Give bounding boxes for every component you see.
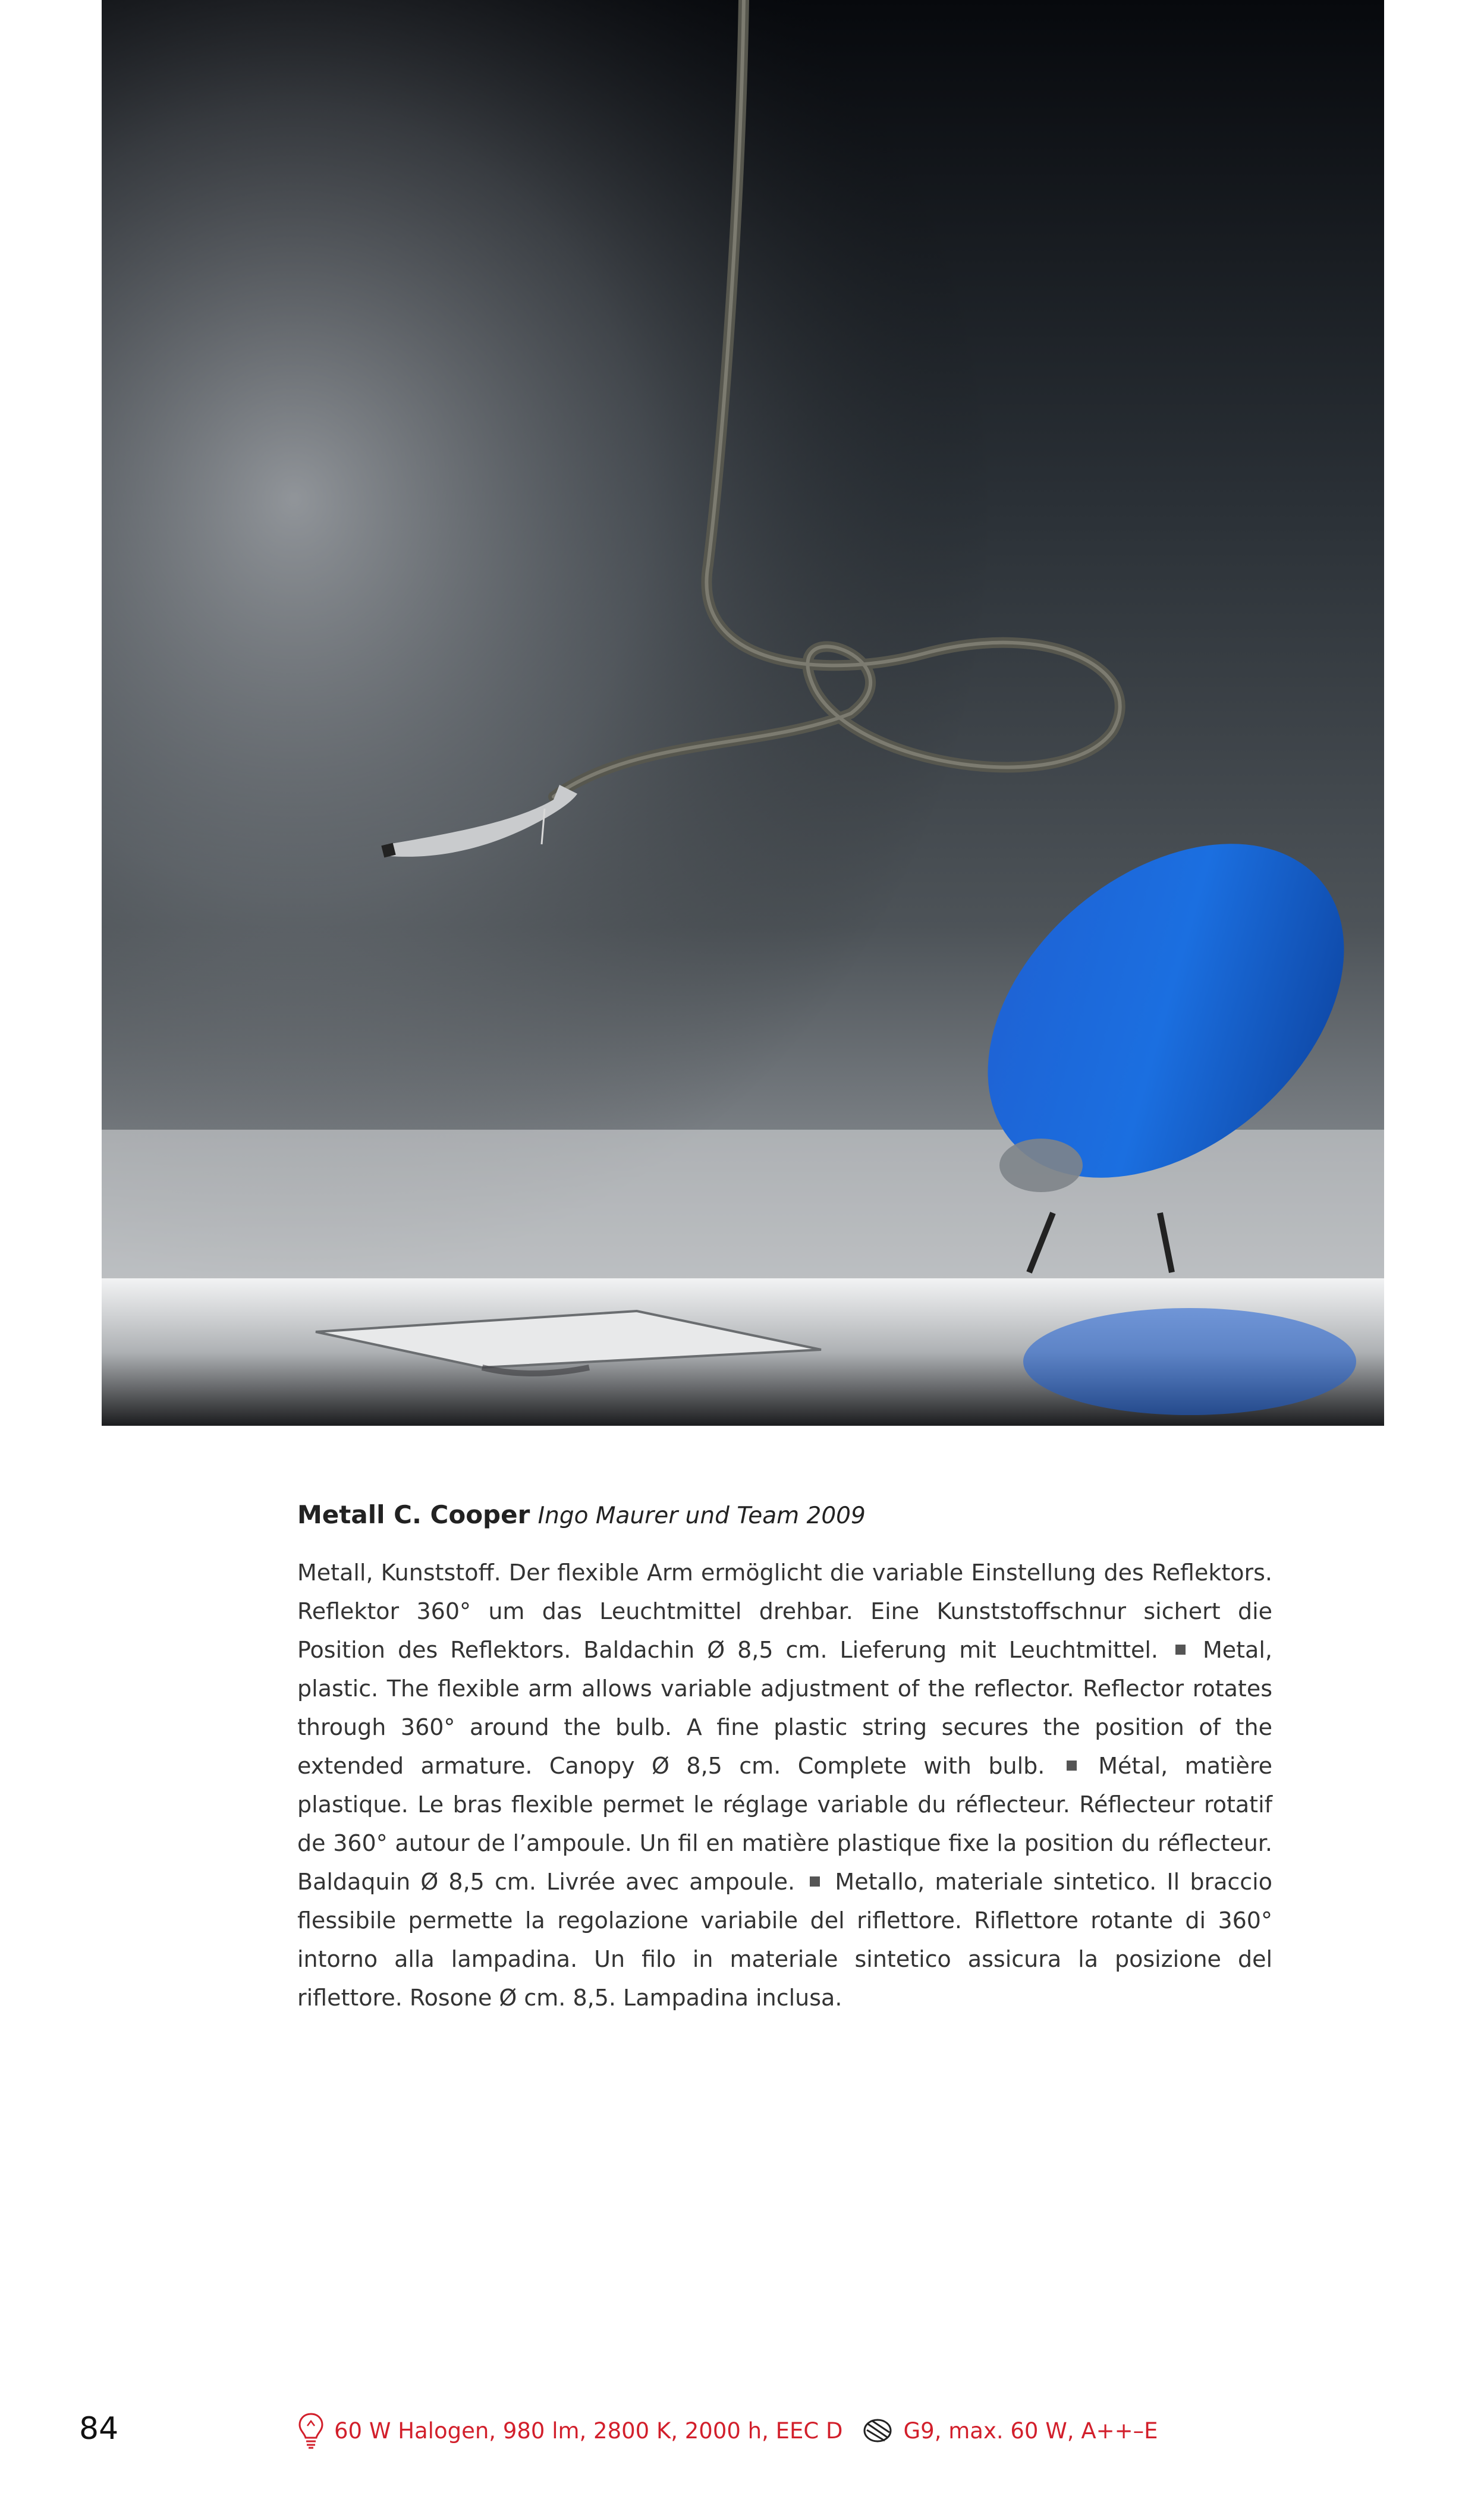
lamp-scene-illustration xyxy=(102,0,1384,1426)
bulb-icon xyxy=(296,2412,326,2450)
technical-specs xyxy=(296,2413,1158,2448)
description-fr: Métal, matière plastique. Le bras flexible permet le réglage variable du réflecteur. Réflecteur rotatif de 360° autour de l’ampoule. Un fil en matière plastique fixe la position du réflecteur. Baldaquin Ø 8,5 cm. Livrée avec ampoule. xyxy=(297,1753,1272,1895)
bulb-spec: 60 W Halogen, 980 lm, 2800 K, 2000 h, EEC D xyxy=(334,2418,843,2444)
description-en: Metal, plastic. The flexible arm allows variable adjustment of the reflector. Reflector rotates through 360° around the bulb. A fine plastic string secures the position of the extended armature. Canopy Ø 8,5 cm. Complete with bulb. xyxy=(297,1637,1272,1779)
product-heading xyxy=(297,1498,1308,1533)
product-name: Metall C. Cooper xyxy=(297,1500,530,1529)
product-photo xyxy=(102,0,1384,1426)
description-de: Metall, Kunststoff. Der flexible Arm ermöglicht die variable Einstellung des Reflektors. Reflektor 360° um das Leuchtmittel drehbar. Eine Kunststoffschnur sichert die Position des Reflektors. Baldachin Ø 8,5 cm. Lieferung mit Leuchtmittel. xyxy=(297,1560,1272,1663)
product-description xyxy=(297,1554,1272,2017)
separator-square-icon xyxy=(1067,1761,1077,1771)
description-it: Metallo, materiale sintetico. Il braccio flessibile permette la regolazione variabile del riflettore. Riflettore rotante di 360° intorno alla lampadina. Un filo in materiale sintetico assicura la posizione del riflettore. Rosone Ø cm. 8,5. Lampadina inclusa. xyxy=(297,1869,1272,2011)
product-designer: Ingo Maurer und Team 2009 xyxy=(537,1502,866,1529)
page-number: 84 xyxy=(79,2411,119,2447)
separator-square-icon xyxy=(810,1876,820,1887)
lamp-socket-icon xyxy=(860,2416,895,2445)
separator-square-icon xyxy=(1175,1645,1186,1655)
socket-spec: G9, max. 60 W, A++–E xyxy=(903,2418,1158,2444)
